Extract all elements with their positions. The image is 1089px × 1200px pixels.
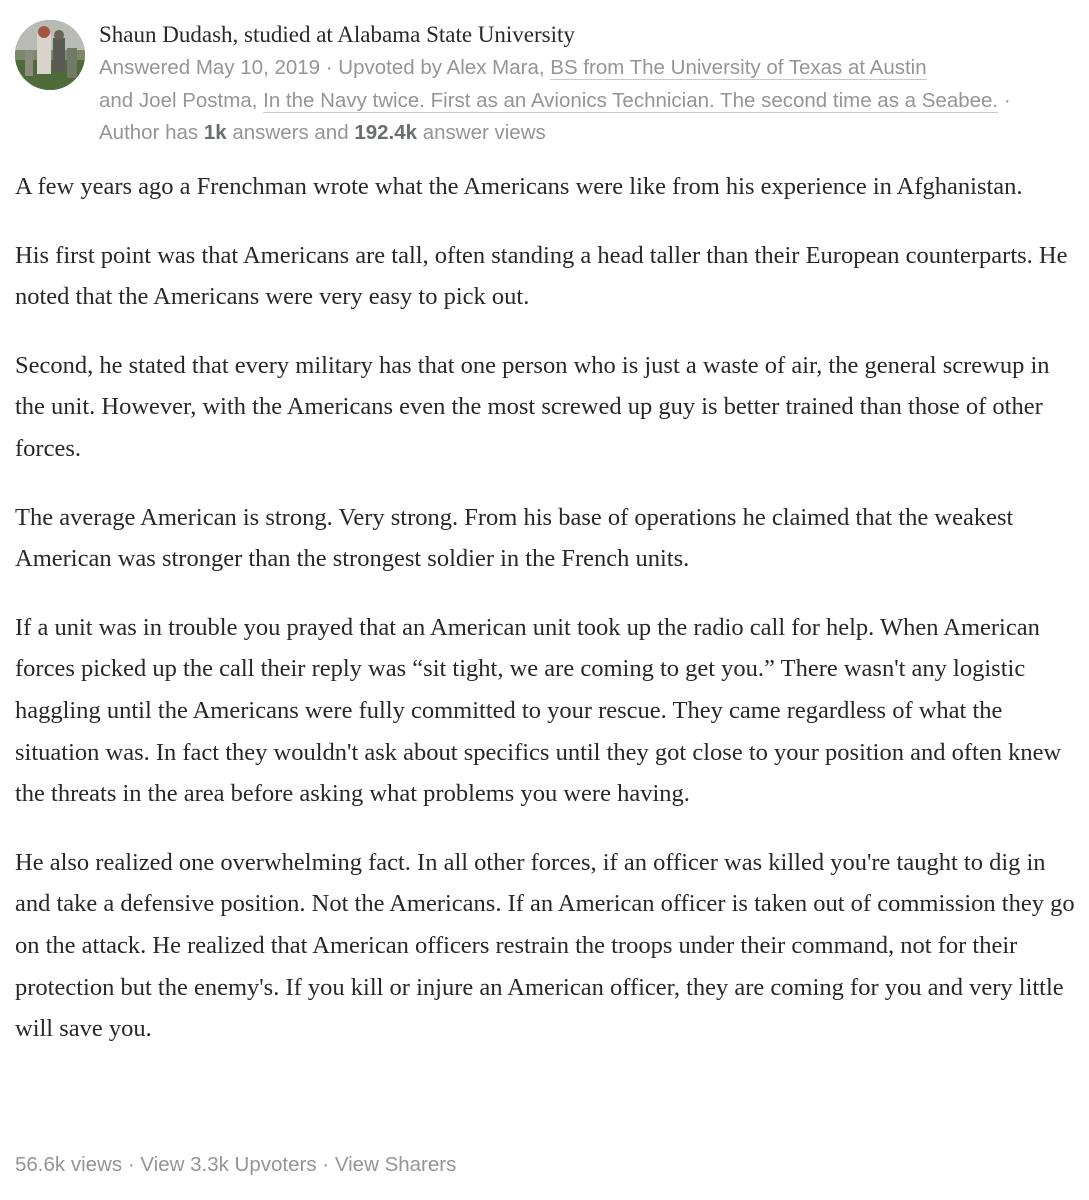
author-name[interactable]: Shaun Dudash xyxy=(99,22,233,47)
upvoter-credential-2[interactable]: In the Navy twice. First as an Avionics Technician. The second time as a Seabee. xyxy=(263,88,999,112)
upvoter-credential-1[interactable]: BS from The University of Texas at Austin xyxy=(550,56,927,79)
answers-suffix: answers and xyxy=(232,121,349,144)
paragraph: His first point was that Americans are tall, often standing a head taller than their European counterparts. He noted that the Americans were very easy to pick out. xyxy=(15,241,1068,311)
avatar-photo-icon xyxy=(15,20,85,90)
answer-header xyxy=(15,18,1075,158)
and-word: and xyxy=(99,88,134,112)
answer-body xyxy=(15,166,1075,1077)
separator: · xyxy=(127,1153,135,1176)
view-upvoters-link[interactable]: View 3.3k Upvoters xyxy=(140,1153,317,1176)
author-has-label: Author has xyxy=(99,121,199,144)
paragraph: If a unit was in trouble you prayed that an American unit took up the radio call for help. When American forces picked up the call their reply was “sit tight, we are coming to get you.” There wasn't any logistic haggling until the Americans were fully committed to your rescue. They came regardless of what the situation was. In fact they wouldn't ask about specifics until they got close to your position and often knew the threats in the area before asking what problems you were having. xyxy=(15,613,1062,808)
answer-views-suffix: answer views xyxy=(422,121,546,144)
paragraph: The average American is strong. Very strong. From his base of operations he claimed that the weakest American was stronger than the strongest soldier in the French units. xyxy=(15,503,1014,573)
answer-views-count: 192.4k xyxy=(354,121,418,144)
author-credential[interactable]: studied at Alabama State University xyxy=(244,22,575,47)
upvoted-by-label: Upvoted by xyxy=(338,56,442,79)
upvoter-name-1[interactable]: Alex Mara xyxy=(446,56,539,79)
author-line: Shaun Dudash, studied at Alabama State University xyxy=(99,22,575,47)
paragraph: A few years ago a Frenchman wrote what the Americans were like from his experience in Afghanistan. xyxy=(15,173,1023,200)
upvoter-name-2[interactable]: Joel Postma xyxy=(138,88,252,112)
view-sharers-link[interactable]: View Sharers xyxy=(334,1153,457,1176)
separator: · xyxy=(322,1153,330,1176)
answer-details: Answered May 10, 2019 · Upvoted by Alex Mara, BS from The University of Texas at Austin and Joel Postma, In the Navy twice. First as an Avionics Technician. The second time as a Seabee. · Author has 1k answers and 192.4k answer views xyxy=(99,56,1011,144)
views-count: 56.6k views xyxy=(15,1153,123,1176)
answered-date[interactable]: Answered May 10, 2019 xyxy=(99,56,321,79)
answer-meta xyxy=(99,18,1049,150)
answer-footer xyxy=(15,1150,456,1180)
answers-count: 1k xyxy=(203,121,227,144)
avatar[interactable] xyxy=(15,20,85,90)
paragraph: He also realized one overwhelming fact. In all other forces, if an officer was killed you're taught to dig in and take a defensive position. Not the Americans. If an American officer is taken out of commission they go on the attack. He realized that American officers restrain the troops under their command, not for their protection but the enemy's. If you kill or injure an American officer, they are coming for you and very little will save you. xyxy=(15,848,1075,1043)
paragraph: Second, he stated that every military has that one person who is just a waste of air, the general screwup in the unit. However, with the Americans even the most screwed up guy is better trained than those of other forces. xyxy=(15,351,1050,462)
